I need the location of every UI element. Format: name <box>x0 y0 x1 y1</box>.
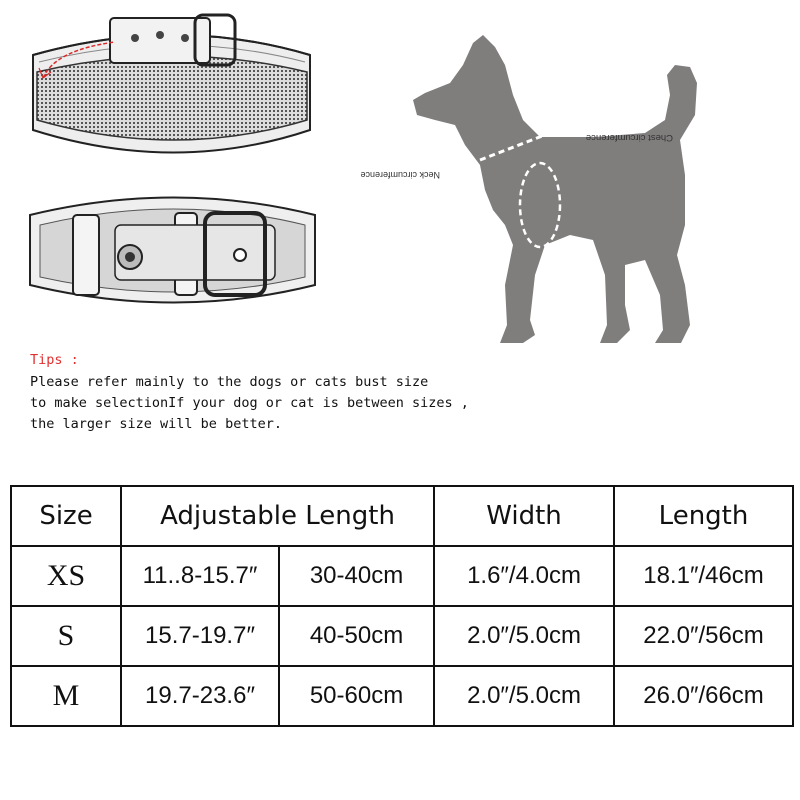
adjustable-inches-cell: 15.7-19.7″ <box>121 606 279 666</box>
table-row <box>11 606 793 666</box>
length-cell: 22.0″/56cm <box>614 606 793 666</box>
length-cell: 26.0″/66cm <box>614 666 793 726</box>
neck-circumference-label: Neck circumference <box>360 170 440 180</box>
table-header-row <box>11 486 793 546</box>
table-row <box>11 546 793 606</box>
header-size: Size <box>11 486 121 546</box>
tips-line-3: the larger size will be better. <box>30 416 282 432</box>
size-cell: M <box>11 666 121 726</box>
tips-title: Tips : <box>30 352 79 368</box>
dog-silhouette-diagram <box>355 25 795 355</box>
adjustable-inches-cell: 11..8-15.7″ <box>121 546 279 606</box>
adjustable-cm-cell: 50-60cm <box>279 666 434 726</box>
adjustable-cm-cell: 40-50cm <box>279 606 434 666</box>
dog-silhouette <box>413 35 697 343</box>
width-cell: 2.0″/5.0cm <box>434 606 614 666</box>
header-width: Width <box>434 486 614 546</box>
header-adjustable-length: Adjustable Length <box>121 486 434 546</box>
size-cell: S <box>11 606 121 666</box>
tips-line-2: to make selectionIf your dog or cat is between sizes , <box>30 395 469 411</box>
width-cell: 1.6″/4.0cm <box>434 546 614 606</box>
tips-line-1: Please refer mainly to the dogs or cats bust size <box>30 374 429 390</box>
size-cell: XS <box>11 546 121 606</box>
table-row <box>11 666 793 726</box>
rhinestone-collar-illustration <box>25 10 320 170</box>
buckle-collar-illustration <box>25 185 320 305</box>
size-chart-table <box>10 485 794 727</box>
length-cell: 18.1″/46cm <box>614 546 793 606</box>
header-length: Length <box>614 486 793 546</box>
adjustable-inches-cell: 19.7-23.6″ <box>121 666 279 726</box>
adjustable-cm-cell: 30-40cm <box>279 546 434 606</box>
width-cell: 2.0″/5.0cm <box>434 666 614 726</box>
chest-circumference-label: Chest circumference <box>585 132 673 143</box>
